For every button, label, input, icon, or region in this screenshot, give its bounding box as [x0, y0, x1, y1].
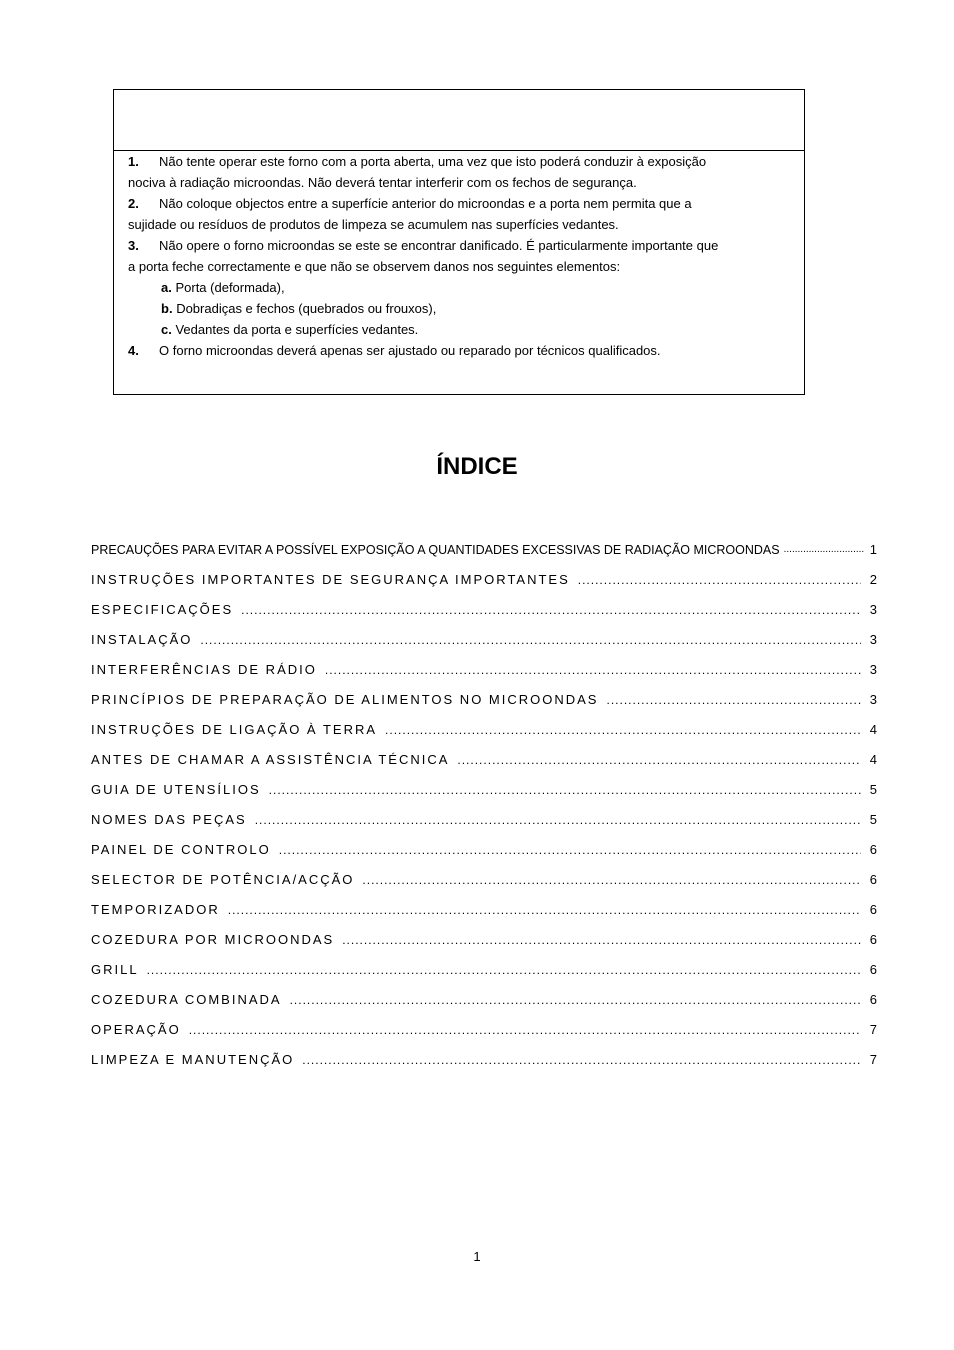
toc-leader-dots [147, 960, 861, 980]
toc-entry-page: 6 [869, 932, 877, 947]
toc-entry-page: 4 [869, 722, 877, 737]
toc-entry-page: 6 [869, 902, 877, 917]
warning-subitem-c: c. Vedantes da porta e superfícies vedantes. [161, 322, 419, 337]
toc-entry-label: ANTES DE CHAMAR A ASSISTÊNCIA TÉCNICA [91, 752, 450, 767]
index-title: ÍNDICE [436, 453, 518, 480]
warning-item-1-cont: nociva à radiação microondas. Não deverá tentar interferir com os fechos de segurança. [128, 175, 637, 190]
toc-leader-dots [342, 930, 861, 950]
toc-entry[interactable] [91, 690, 877, 710]
toc-entry-page: 5 [869, 782, 877, 797]
warning-item-1: 1. Não tente operar este forno com a porta aberta, uma vez que isto poderá conduzir à exposição [128, 154, 707, 169]
toc-entry-label: INSTRUÇÕES DE LIGAÇÃO À TERRA [91, 722, 378, 737]
toc-leader-dots [189, 1020, 861, 1040]
toc-leader-dots [241, 600, 861, 620]
warning-box [113, 89, 805, 395]
toc-leader-dots [255, 810, 861, 830]
toc-entry[interactable] [91, 600, 877, 620]
toc-entry-page: 3 [869, 662, 877, 677]
toc-entry-page: 6 [869, 962, 877, 977]
toc-leader-dots [606, 690, 861, 710]
toc-entry-page: 3 [869, 632, 877, 647]
warning-subitem-b: b. Dobradiças e fechos (quebrados ou frouxos), [161, 301, 437, 316]
toc-entry-label: OPERAÇÃO [91, 1022, 181, 1037]
toc-entry[interactable] [91, 1050, 877, 1070]
toc-entry[interactable] [91, 1020, 877, 1040]
toc-entry-page: 7 [869, 1052, 877, 1067]
toc-leader-dots [279, 840, 861, 860]
toc-entry-page: 3 [869, 692, 877, 707]
warning-item-3: 3. Não opere o forno microondas se este se encontrar danificado. É particularmente importante que [128, 238, 719, 253]
toc-entry-label: INSTRUÇÕES IMPORTANTES DE SEGURANÇA IMPORTANTES [91, 572, 570, 587]
toc-leader-dots [362, 870, 861, 890]
toc-leader-dots [200, 630, 861, 650]
toc-entry[interactable] [91, 900, 877, 920]
toc-entry[interactable] [91, 750, 877, 770]
toc-leader-dots [325, 660, 861, 680]
toc-entry[interactable] [91, 720, 877, 740]
toc-leader-dots [784, 540, 865, 560]
toc-entry-page: 1 [869, 542, 877, 557]
toc-entry-page: 3 [869, 602, 877, 617]
toc-entry-label: PRECAUÇÕES PARA EVITAR A POSSÍVEL EXPOSIÇÃO A QUANTIDADES EXCESSIVAS DE RADIAÇÃO MICROONDAS [91, 543, 780, 557]
toc-entry-label: GRILL [91, 962, 139, 977]
page-number: 1 [473, 1249, 481, 1264]
toc-leader-dots [457, 750, 861, 770]
toc-leader-dots [228, 900, 861, 920]
toc-entry-label: PRINCÍPIOS DE PREPARAÇÃO DE ALIMENTOS NO MICROONDAS [91, 692, 599, 707]
toc-leader-dots [578, 570, 861, 590]
toc-entry-label: TEMPORIZADOR [91, 902, 220, 917]
toc-entry-page: 6 [869, 842, 877, 857]
toc-entry-label: SELECTOR DE POTÊNCIA/ACÇÃO [91, 872, 355, 887]
toc-leader-dots [302, 1050, 861, 1070]
warning-item-4: 4. O forno microondas deverá apenas ser ajustado ou reparado por técnicos qualificados. [128, 343, 661, 358]
toc-entry[interactable] [91, 960, 877, 980]
toc-leader-dots [269, 780, 861, 800]
toc-entry-page: 4 [869, 752, 877, 767]
toc-entry-page: 2 [869, 572, 877, 587]
warning-item-3-cont: a porta feche correctamente e que não se observem danos nos seguintes elementos: [128, 259, 621, 274]
toc-entry[interactable] [91, 780, 877, 800]
toc-entry[interactable] [91, 840, 877, 860]
toc-leader-dots [290, 990, 861, 1010]
warning-item-2-cont: sujidade ou resíduos de produtos de limpeza se acumulem nas superfícies vedantes. [128, 217, 619, 232]
toc-entry[interactable] [91, 540, 877, 560]
toc-entry-page: 7 [869, 1022, 877, 1037]
warning-subitem-a: a. Porta (deformada), [161, 280, 285, 295]
toc-entry[interactable] [91, 870, 877, 890]
toc-entry-label: NOMES DAS PEÇAS [91, 812, 247, 827]
toc-entry[interactable] [91, 930, 877, 950]
toc-entry-label: INSTALAÇÃO [91, 632, 193, 647]
toc-entry-label: PAINEL DE CONTROLO [91, 842, 271, 857]
toc-entry-label: ESPECIFICAÇÕES [91, 602, 234, 617]
toc-entry[interactable] [91, 570, 877, 590]
toc-entry-page: 5 [869, 812, 877, 827]
toc-entry-label: COZEDURA POR MICROONDAS [91, 932, 335, 947]
toc-entry[interactable] [91, 810, 877, 830]
toc-entry-label: INTERFERÊNCIAS DE RÁDIO [91, 662, 317, 677]
warning-list [114, 151, 804, 361]
toc-entry-page: 6 [869, 992, 877, 1007]
toc-entry-label: LIMPEZA E MANUTENÇÃO [91, 1052, 295, 1067]
warning-item-2: 2. Não coloque objectos entre a superfície anterior do microondas e a porta nem permita que a [128, 196, 692, 211]
toc-entry-page: 6 [869, 872, 877, 887]
toc-entry-label: COZEDURA COMBINADA [91, 992, 282, 1007]
toc-entry-label: GUIA DE UTENSÍLIOS [91, 782, 261, 797]
toc-entry[interactable] [91, 990, 877, 1010]
toc-leader-dots [385, 720, 861, 740]
toc-entry[interactable] [91, 630, 877, 650]
warning-box-header [114, 90, 804, 151]
toc-entry[interactable] [91, 660, 877, 680]
